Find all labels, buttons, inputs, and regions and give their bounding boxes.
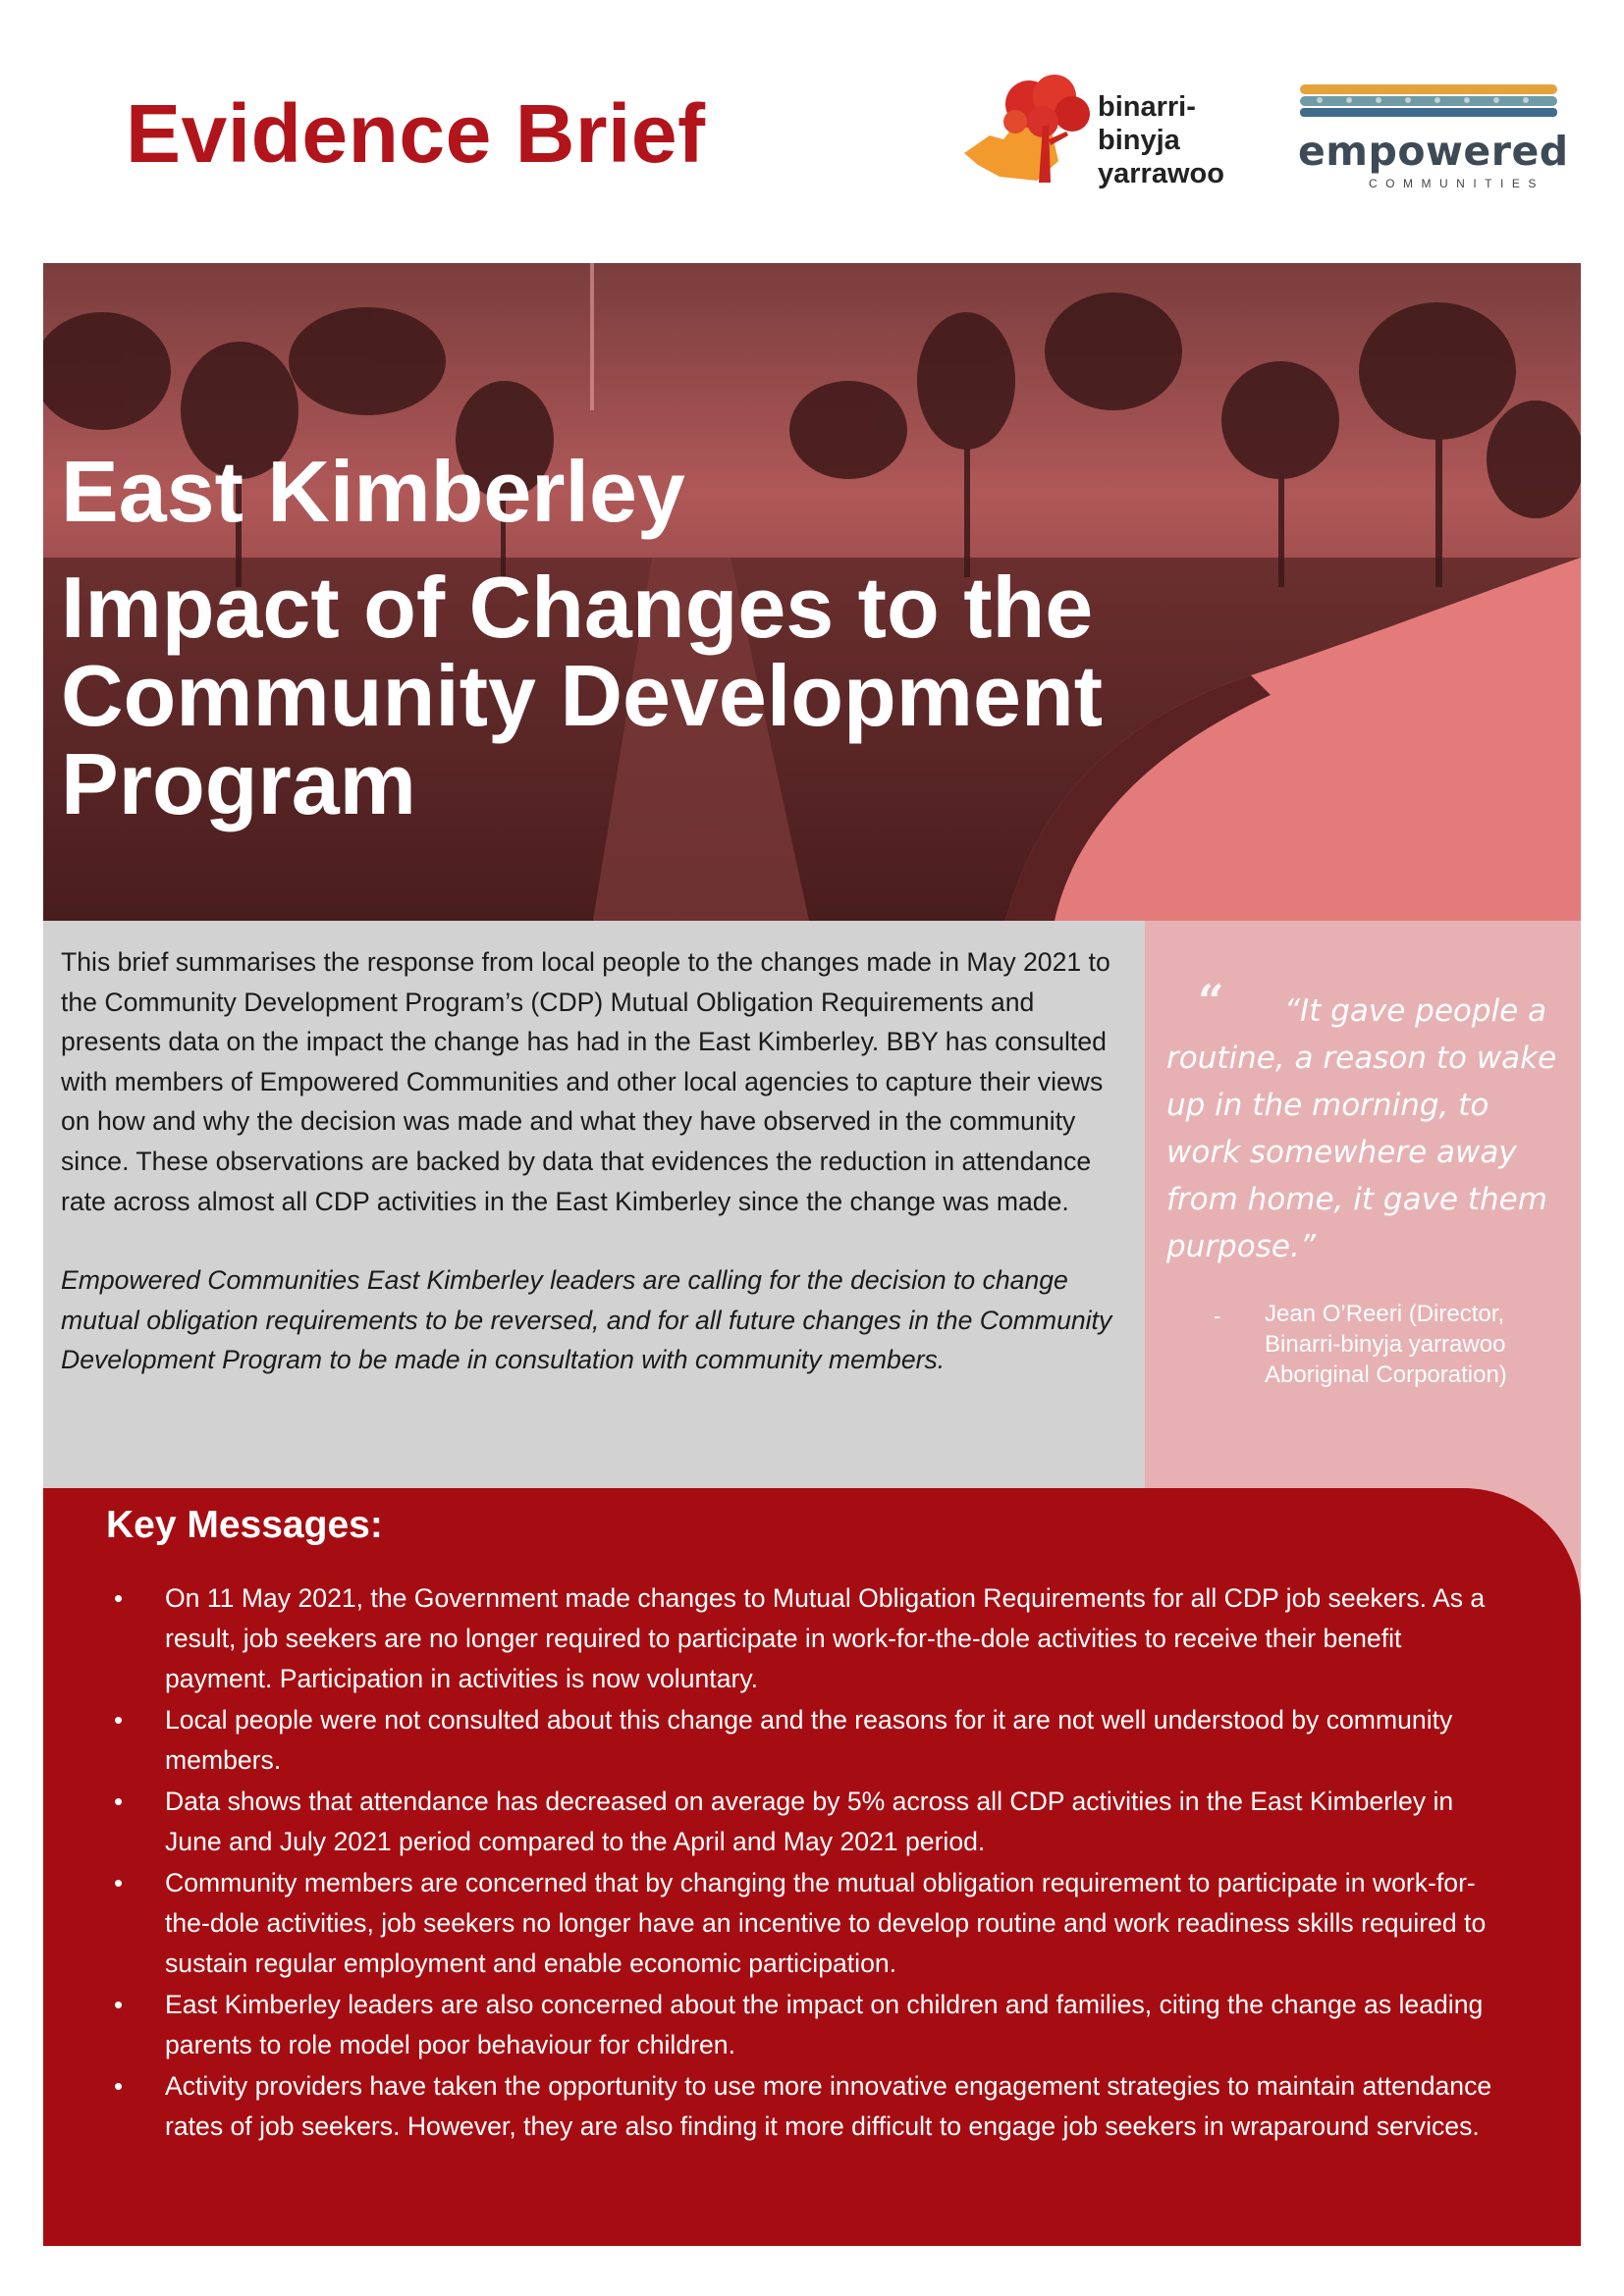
hero-title bbox=[61, 443, 1104, 832]
quote-attribution: Jean O’Reeri (Director, Binarri-binyja yarrawoo Aboriginal Corporation) bbox=[1265, 1301, 1507, 1388]
empowered-logo-subword: COMMUNITIES bbox=[1369, 177, 1544, 190]
empowered-logo-word: empowered bbox=[1298, 128, 1569, 175]
bby-logo-text: binarri- binyja yarrawoo bbox=[1098, 91, 1224, 189]
hero-title-location: East Kimberley bbox=[61, 443, 685, 540]
list-item: • East Kimberley leaders are also concerned about the impact on children and families, citing the change as leading parents to role model poor behaviour for children. bbox=[43, 1985, 1536, 2065]
intro-call-to-action: Empowered Communities East Kimberley leaders are calling for the decision to change mutual obligation requirements to be reversed, and for all future changes in the Community Development Program to be made in consultation with community members. bbox=[61, 1265, 1112, 1375]
intro-panel bbox=[43, 921, 1145, 1488]
bullet-icon: • bbox=[114, 1787, 124, 1816]
hero-banner bbox=[43, 263, 1581, 921]
hero-title-line: Program bbox=[61, 735, 416, 832]
bullet-icon: • bbox=[114, 1705, 124, 1735]
list-item: • Data shows that attendance has decreased on average by 5% across all CDP activities in the East Kimberley in June and July 2021 period compared to the April and May 2021 period. bbox=[43, 1782, 1536, 1862]
list-item: • Activity providers have taken the opportunity to use more innovative engagement strategies to maintain attendance rates of job seekers. However, they are also finding it more difficult to engage job seekers in wraparound services. bbox=[43, 2066, 1536, 2147]
list-item: • On 11 May 2021, the Government made changes to Mutual Obligation Requirements for all CDP job seekers. As a result, job seekers are no longer required to participate in work-for-the-dole activities to receive their benefit payment. Participation in activities is now voluntary. bbox=[43, 1578, 1536, 1699]
bullet-icon: • bbox=[114, 1583, 124, 1613]
key-messages-heading: Key Messages: bbox=[106, 1504, 383, 1546]
intro-paragraph: This brief summarises the response from local people to the changes made in May 2021 to the Community Development Program’s (CDP) Mutual Obligation Requirements and presents data on the impact the change has had in the East Kimberley. BBY has consulted with members of Empowered Communities and other local agencies to capture their views on how and why the decision was made and what they have observed in the community since. These observations are backed by data that evidences the reduction in attendance rate across almost all CDP activities in the East Kimberley since the change was made. bbox=[61, 947, 1110, 1216]
bullet-icon: • bbox=[114, 2071, 124, 2101]
quote-mark-icon: “ bbox=[1198, 975, 1224, 1028]
bullet-icon: • bbox=[114, 1990, 124, 2019]
key-messages-list bbox=[43, 1578, 1536, 2148]
quote-attribution-dash: - bbox=[1214, 1304, 1221, 1328]
list-item: • Community members are concerned that by changing the mutual obligation requirement to participate in work-for-the-dole activities, job seekers no longer have an incentive to develop routine and work readiness skills required to sustain regular employment and enable economic participation. bbox=[43, 1863, 1536, 1984]
hero-title-line: Impact of Changes to the bbox=[61, 559, 1094, 656]
document-title: Evidence Brief bbox=[126, 87, 706, 180]
bullet-icon: • bbox=[114, 1868, 124, 1897]
list-item: • Local people were not consulted about this change and the reasons for it are not well understood by community members. bbox=[43, 1700, 1536, 1781]
hero-title-line: Community Development bbox=[61, 647, 1104, 744]
key-messages-panel bbox=[43, 1488, 1581, 2246]
quote-text: “It gave people a routine, a reason to wake up in the morning, to work somewhere away from home, it gave them purpose.” bbox=[1166, 993, 1557, 1264]
